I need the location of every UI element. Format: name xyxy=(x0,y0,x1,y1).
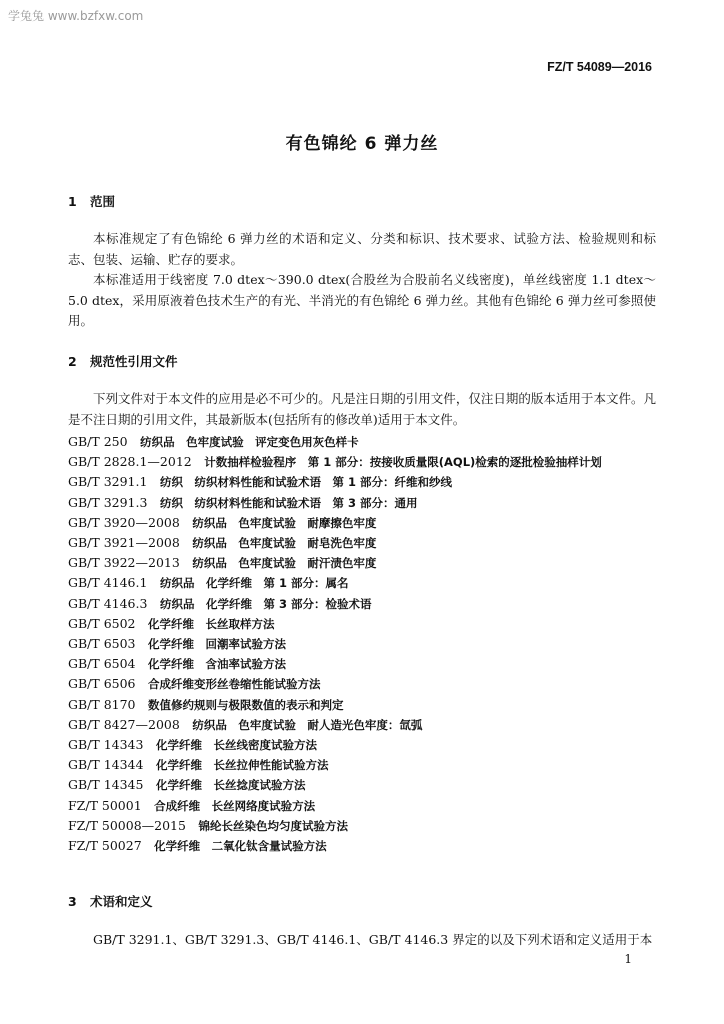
reference-item xyxy=(68,796,656,816)
reference-code: GB/T 6504 xyxy=(68,656,136,672)
page-title: 有色锦纶 6 弹力丝 xyxy=(285,134,439,154)
reference-item xyxy=(68,533,656,553)
reference-title: 纺织品 色牢度试验 耐摩擦色牢度 xyxy=(192,515,377,530)
reference-item xyxy=(68,816,656,836)
watermark: 学兔兔 www.bzfxw.com xyxy=(8,9,144,23)
reference-title: 化学纤维 长丝拉伸性能试验方法 xyxy=(155,758,329,773)
reference-code: GB/T 2828.1—2012 xyxy=(68,454,192,470)
reference-item xyxy=(68,775,656,795)
reference-code: GB/T 3291.3 xyxy=(68,494,148,510)
reference-code: GB/T 14345 xyxy=(68,777,144,793)
reference-title: 纺织品 色牢度试验 耐汗渍色牢度 xyxy=(192,556,377,571)
reference-item xyxy=(68,472,656,492)
section-3-number: 3 xyxy=(68,894,77,909)
reference-item xyxy=(68,654,656,674)
reference-code: GB/T 3291.1 xyxy=(68,474,148,490)
section-2-number: 2 xyxy=(68,354,77,369)
reference-title: 纺织品 化学纤维 第 3 部分：检验术语 xyxy=(159,596,372,611)
reference-item xyxy=(68,735,656,755)
reference-item xyxy=(68,573,656,593)
reference-list xyxy=(68,432,656,856)
reference-code: FZ/T 50027 xyxy=(68,838,142,854)
reference-item xyxy=(68,432,656,452)
reference-code: GB/T 8170 xyxy=(68,696,136,712)
reference-title: 锦纶长丝染色均匀度试验方法 xyxy=(198,818,348,833)
section-1-number: 1 xyxy=(68,194,77,209)
reference-code: GB/T 6506 xyxy=(68,676,136,692)
reference-title: 化学纤维 长丝取样方法 xyxy=(148,616,275,631)
reference-item xyxy=(68,836,656,856)
reference-code: GB/T 3922—2013 xyxy=(68,555,180,571)
reference-title: 化学纤维 长丝线密度试验方法 xyxy=(155,738,317,753)
reference-item xyxy=(68,614,656,634)
reference-item xyxy=(68,594,656,614)
reference-title: 化学纤维 长丝捻度试验方法 xyxy=(155,778,306,793)
reference-title: 化学纤维 含油率试验方法 xyxy=(148,657,287,672)
reference-title: 纺织品 色牢度试验 评定变色用灰色样卡 xyxy=(140,435,359,449)
page-number: 1 xyxy=(624,952,632,966)
reference-title: 计数抽样检验程序 第 1 部分：按接收质量限(AQL)检索的逐批检验抽样计划 xyxy=(204,455,602,470)
reference-title: 化学纤维 二氧化钛含量试验方法 xyxy=(154,839,327,854)
reference-code: GB/T 3920—2008 xyxy=(68,514,180,530)
reference-title: 纺织品 化学纤维 第 1 部分：属名 xyxy=(159,576,349,591)
reference-title: 纺织 纺织材料性能和试验术语 第 1 部分：纤维和纱线 xyxy=(159,475,452,490)
section-2-title: 规范性引用文件 xyxy=(90,354,178,369)
reference-code: GB/T 14344 xyxy=(68,757,144,773)
reference-code: GB/T 8427—2008 xyxy=(68,716,180,732)
reference-item xyxy=(68,493,656,513)
reference-item xyxy=(68,634,656,654)
reference-code: GB/T 4146.3 xyxy=(68,595,148,611)
reference-item xyxy=(68,553,656,573)
standard-number: FZ/T 54089—2016 xyxy=(547,60,652,74)
reference-code: GB/T 250 xyxy=(68,434,128,449)
section-3-heading xyxy=(68,892,153,910)
section-2-heading xyxy=(68,352,178,370)
reference-title: 合成纤维 长丝网络度试验方法 xyxy=(154,798,316,813)
terms-paragraph: GB/T 3291.1、GB/T 3291.3、GB/T 4146.1、GB/T 4146.3 界定的以及下列术语和定义适用于本 xyxy=(93,932,653,947)
reference-title: 纺织品 色牢度试验 耐皂洗色牢度 xyxy=(192,536,377,551)
reference-code: GB/T 4146.1 xyxy=(68,575,148,591)
reference-title: 化学纤维 回潮率试验方法 xyxy=(148,637,287,652)
reference-item xyxy=(68,695,656,715)
section-3-title: 术语和定义 xyxy=(90,894,153,909)
reference-code: FZ/T 50001 xyxy=(68,797,142,813)
reference-item xyxy=(68,715,656,735)
scope-paragraph-2: 本标准适用于线密度 7.0 dtex～390.0 dtex(合股丝为合股前名义线密度)，单丝线密度 1.1 dtex～5.0 dtex，采用原液着色技术生产的有光、半消光的有色锦纶 6 弹力丝。其他有色锦纶 6 弹力丝可参照使用。 xyxy=(68,272,656,328)
reference-item xyxy=(68,513,656,533)
reference-item xyxy=(68,452,656,472)
reference-code: GB/T 6502 xyxy=(68,615,136,631)
reference-code: GB/T 6503 xyxy=(68,636,136,652)
reference-title: 合成纤维变形丝卷缩性能试验方法 xyxy=(148,677,321,692)
reference-code: FZ/T 50008—2015 xyxy=(68,817,186,833)
reference-code: GB/T 3921—2008 xyxy=(68,535,180,551)
section-1-title: 范围 xyxy=(90,194,116,209)
section-1-heading xyxy=(68,192,115,210)
reference-title: 数值修约规则与极限数值的表示和判定 xyxy=(148,697,344,712)
scope-paragraph-1: 本标准规定了有色锦纶 6 弹力丝的术语和定义、分类和标识、技术要求、试验方法、检验规则和标志、包装、运输、贮存的要求。 xyxy=(68,231,656,267)
reference-item xyxy=(68,755,656,775)
normative-intro: 下列文件对于本文件的应用是必不可少的。凡是注日期的引用文件，仅注日期的版本适用于本文件。凡是不注日期的引用文件，其最新版本(包括所有的修改单)适用于本文件。 xyxy=(68,391,656,427)
reference-code: GB/T 14343 xyxy=(68,737,144,753)
reference-title: 纺织品 色牢度试验 耐人造光色牢度：氙弧 xyxy=(192,717,423,732)
reference-title: 纺织 纺织材料性能和试验术语 第 3 部分：通用 xyxy=(159,495,418,510)
reference-item xyxy=(68,674,656,694)
